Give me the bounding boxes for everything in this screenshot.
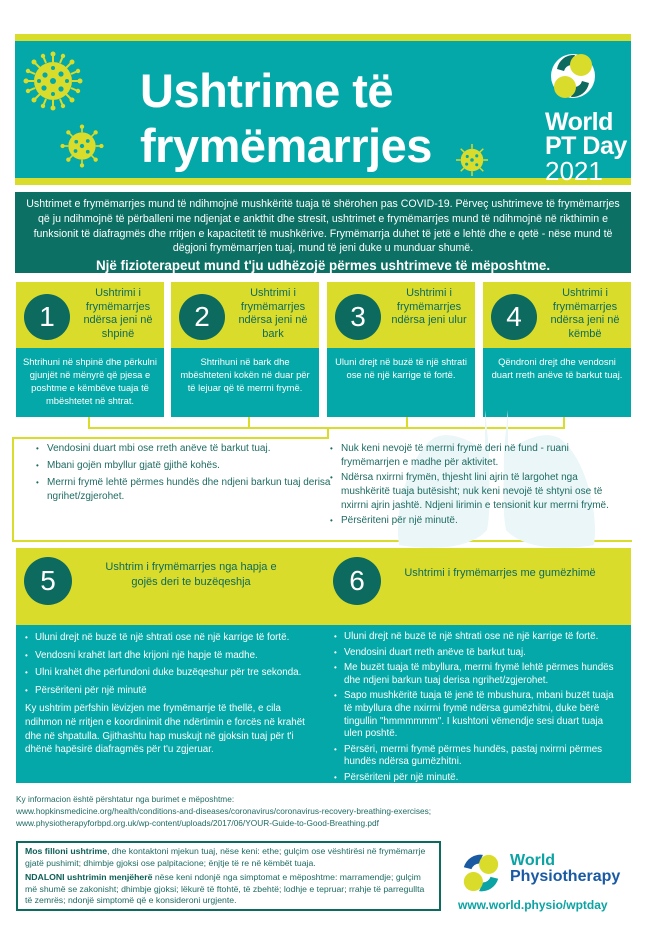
exercise-description: Uluni drejt në buzë të një shtrati ose në një karrige të fortë.: [327, 348, 475, 417]
world-pt-day-logo: [545, 51, 629, 184]
source-link[interactable]: www.physiotherapyforbpd.org.uk/wp-content/uploads/2017/06/YOUR-Guide-to-Good-Breathing.pdf: [16, 818, 379, 828]
logo-text-world: World: [545, 108, 613, 136]
exercise-card-4: [483, 282, 631, 417]
org-name: World Physiotherapy: [510, 852, 621, 885]
virus-icon: [21, 49, 85, 113]
intro-panel: [15, 192, 631, 273]
card-header: [16, 282, 164, 348]
safety-warning-box: [16, 841, 441, 911]
card-header: [171, 282, 319, 348]
step-item: • Përsëriteni për një minutë.: [334, 772, 623, 785]
exercise-description: Qëndroni drejt dhe vendosni duart rreth anëve të barkut tuaj.: [483, 348, 631, 417]
step-item: • Nuk keni nevojë të merrni frymë deri në fund - ruani frymëmarrjen e madhe për aktivitet.: [330, 442, 620, 470]
exercise-title: Ushtrimi i frymëmarrjes ndërsa jeni në këmbë: [550, 287, 620, 340]
exercise-number-badge: 4: [491, 294, 537, 340]
exercise-body: [325, 625, 631, 783]
exercise-steps: [334, 631, 623, 785]
step-item: • Vendosini duart mbi ose rreth anëve të barkut tuaj.: [36, 442, 336, 456]
card-header: [16, 548, 327, 625]
step-item: • Përsëriteni për një minutë.: [330, 514, 620, 528]
warning-do-not-start: Mos filloni ushtrime, dhe kontaktoni mjekun tuaj, nëse keni: ethe; gulçim ose vështirësi në frymëmarrje gjatë pushimit; dhimbje gjoksi ose palpitacione; ënjtje të re në këmbët tuaja.: [25, 846, 426, 868]
step-item: • Sapo mushkëritë tuaja të jenë të mbushura, mbani buzët tuaja të mbyllura dhe nxirrni frymë ndërsa gumëzhitni, duke bërë tingullin "hmmmmmm". I kushtoni vëmendje sesi duart tuaja ulen poshtë.: [334, 690, 623, 740]
sources-intro: Ky informacion është përshtatur nga burimet e mëposhtme:: [16, 794, 235, 804]
exercise-title: Ushtrim i frymëmarrjes nga hapja e gojës deri te buzëqeshja: [105, 561, 277, 588]
intro-text: Ushtrimet e frymëmarrjes mund të ndihmojnë mushkëritë tuaja të shërohen pas COVID-19. Përveç ushtrimeve të frymëmarrjes që ju ndihmojnë të përballeni me ndjenjat e ankthit dhe stresit, ushtrimet e frymëmarrjes mund të ndihmojnë në rikthimin e funksionit të diafragmës dhe rritjen e kapacitetit të mushkërive. Frymëmarrja duhet të jetë e lehtë dhe e qetë - nëse mund të dëgjoni frymëmarrjen tuaj, mund të jeni duke u munduar shumë.: [26, 198, 620, 255]
card-header: [325, 548, 631, 625]
header-banner: [15, 34, 631, 185]
exercise-note: Ky ushtrim përfshin lëvizjen me frymëmarrje të thellë, e cila ndihmon në rritjen e koordinimit dhe ndërtimin e forcës në krahët dhe në shpatulla. Gjithashtu hap muskujt në gjoksin tuaj për t'i dhënë hapësirë diafragmës për t'u zgjeruar.: [25, 703, 305, 756]
exercise-card-6: [325, 548, 631, 783]
shared-steps-list-1: [36, 442, 336, 507]
exercise-card-2: [171, 282, 319, 417]
shared-steps-list-2: [330, 442, 620, 529]
step-item: • Me buzët tuaja të mbyllura, merrni frymë lehtë përmes hundës dhe ndjeni barkun tuaj derisa ngrihet/zgjerohet.: [334, 662, 623, 687]
exercise-description: Shtrihuni në bark dhe mbështeteni kokën në duar për të lejuar që të merrni frymë.: [171, 348, 319, 417]
exercise-number-badge: 5: [24, 557, 72, 605]
step-item: • Merrni frymë lehtë përmes hundës dhe ndjeni barkun tuaj derisa ngrihet/zgjerohet.: [36, 476, 336, 504]
source-link[interactable]: www.hopkinsmedicine.org/health/conditions-and-diseases/coronavirus/coronavirus-recovery-breathing-exercises;: [16, 806, 432, 816]
step-item: • Uluni drejt në buzë të një shtrati ose në një karrige të fortë.: [25, 631, 319, 645]
sources: [16, 793, 431, 829]
shared-instructions-box: [12, 438, 632, 542]
virus-icon: [453, 141, 491, 179]
exercise-title: Ushtrimi i frymëmarrjes me gumëzhimë: [404, 567, 596, 579]
exercise-card-3: [327, 282, 475, 417]
intro-lead: Një fizioterapeut mund t'ju udhëzojë përmes ushtrimeve të mëposhtme.: [95, 258, 551, 274]
exercise-title: Ushtrimi i frymëmarrjes ndërsa jeni në bark: [238, 287, 308, 340]
step-item: • Uluni drejt në buzë të një shtrati ose në një karrige të fortë.: [334, 631, 623, 644]
step-item: • Ndërsa nxirrni frymën, thjesht lini ajrin të largohet nga mushkëritë tuaja butësisht; nuk keni nevojë të shtyni ose të nxirrni ajrin jashtë. Ndjeni lirimin e tensionit kur merrni frymë.: [330, 471, 620, 513]
exercise-number-badge: 1: [24, 294, 70, 340]
step-item: • Ulni krahët dhe përfundoni duke buzëqeshur për tre sekonda.: [25, 666, 319, 680]
exercise-title: Ushtrimi i frymëmarrjes ndërsa jeni në shpinë: [83, 287, 153, 340]
exercise-number-badge: 2: [179, 294, 225, 340]
step-item: • Vendosni krahët lart dhe krijoni një hapje të madhe.: [25, 649, 319, 663]
logo-year: 2021: [545, 156, 603, 186]
logo-text-pt-day: PT Day: [545, 132, 627, 160]
exercise-description: Shtrihuni në shpinë dhe përkulni gjunjët në mënyrë që pjesa e poshtme e këmbëve tuaja të mbështetet në shtrat.: [16, 348, 164, 417]
card-header: [327, 282, 475, 348]
warning-stop: NDALONI ushtrimin menjëherë nëse keni ndonjë nga simptomat e mëposhtme: marramendje; gulçim më shumë se zakonisht; dhimbje gjoksi; lëkurë të ftohtë, të zbehtë; lodhje e tepruar; rrahje të parregullta të zemrës; ndonjë simptomë që e konsideroni urgjente.: [25, 872, 425, 906]
page-title: Ushtrime të frymëmarrjes: [140, 64, 432, 172]
exercise-title: Ushtrimi i frymëmarrjes ndërsa jeni ulur: [391, 287, 467, 327]
step-item: • Mbani gojën mbyllur gjatë gjithë kohës.: [36, 459, 336, 473]
step-item: • Përsëri, merrni frymë përmes hundës, pastaj nxirrni përmes hundës ndërsa gumëzhitni.: [334, 744, 623, 769]
website-link[interactable]: www.world.physio/wptday: [458, 898, 608, 912]
exercise-cards-top: [16, 282, 631, 417]
exercise-number-badge: 3: [335, 294, 381, 340]
exercise-body: [16, 625, 327, 783]
exercise-steps: [25, 631, 319, 697]
step-item: • Vendosini duart rreth anëve të barkut tuaj.: [334, 647, 623, 660]
exercise-card-1: [16, 282, 164, 417]
world-physiotherapy-logo-icon: [458, 852, 504, 894]
card-header: [483, 282, 631, 348]
world-pt-day-logo-icon: [549, 51, 597, 101]
exercise-card-5: [16, 548, 327, 783]
step-item: • Përsëriteni për një minutë: [25, 684, 319, 698]
virus-icon: [59, 123, 105, 169]
exercise-number-badge: 6: [333, 557, 381, 605]
